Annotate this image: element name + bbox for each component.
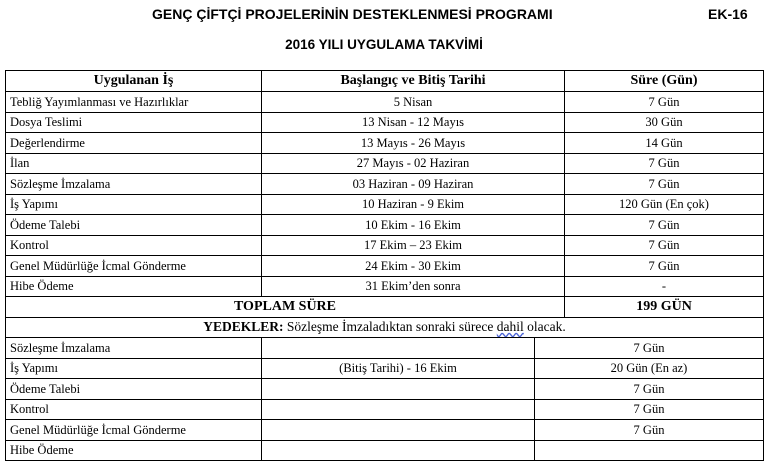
total-label: TOPLAM SÜRE <box>6 297 565 318</box>
task-cell: Ödeme Talebi <box>6 215 262 236</box>
reserves-label: YEDEKLER: <box>203 319 284 335</box>
table-row <box>6 194 764 215</box>
dates-cell: (Bitiş Tarihi) - 16 Ekim <box>262 358 535 379</box>
task-cell: İş Yapımı <box>6 194 262 215</box>
table-header-row <box>6 71 764 92</box>
dates-cell <box>262 379 535 400</box>
schedule-table <box>5 70 764 461</box>
dates-cell <box>262 399 535 420</box>
task-cell: Hibe Ödeme <box>6 276 262 297</box>
task-cell: Ödeme Talebi <box>6 379 262 400</box>
task-cell: Genel Müdürlüğe İcmal Gönderme <box>6 256 262 277</box>
table-row <box>6 133 764 154</box>
duration-cell: 7 Gün <box>565 92 764 113</box>
dates-cell: 31 Ekim’den sonra <box>262 276 565 297</box>
duration-cell: 7 Gün <box>535 399 764 420</box>
duration-cell: - <box>565 276 764 297</box>
dates-cell <box>262 420 535 441</box>
dates-cell: 24 Ekim - 30 Ekim <box>262 256 565 277</box>
duration-cell <box>535 440 764 461</box>
dates-cell: 13 Mayıs - 26 Mayıs <box>262 133 565 154</box>
task-cell: Sözleşme İmzalama <box>6 338 262 359</box>
dates-cell: 10 Ekim - 16 Ekim <box>262 215 565 236</box>
document-subtitle: 2016 YILI UYGULAMA TAKVİMİ <box>285 37 483 52</box>
reserve-row <box>6 379 764 400</box>
duration-cell: 7 Gün <box>565 174 764 195</box>
reserves-row <box>6 317 764 338</box>
reserve-row <box>6 358 764 379</box>
dates-cell: 03 Haziran - 09 Haziran <box>262 174 565 195</box>
table-row <box>6 174 764 195</box>
dates-cell: 5 Nisan <box>262 92 565 113</box>
duration-cell: 20 Gün (En az) <box>535 358 764 379</box>
task-cell: Kontrol <box>6 399 262 420</box>
table-row <box>6 153 764 174</box>
table-row <box>6 215 764 236</box>
task-cell: Genel Müdürlüğe İcmal Gönderme <box>6 420 262 441</box>
reserve-row <box>6 399 764 420</box>
total-row <box>6 297 764 318</box>
annex-code: EK-16 <box>708 6 748 22</box>
dates-cell: 13 Nisan - 12 Mayıs <box>262 112 565 133</box>
dates-cell <box>262 338 535 359</box>
dates-cell: 17 Ekim – 23 Ekim <box>262 235 565 256</box>
reserve-row <box>6 338 764 359</box>
duration-cell: 7 Gün <box>565 215 764 236</box>
reserves-text-before: Sözleşme İmzaladıktan sonraki sürece <box>286 319 494 335</box>
table-row <box>6 276 764 297</box>
table-row <box>6 235 764 256</box>
column-header-task: Uygulanan İş <box>6 71 262 92</box>
column-header-duration: Süre (Gün) <box>565 71 764 92</box>
reserve-row <box>6 440 764 461</box>
task-cell: Kontrol <box>6 235 262 256</box>
duration-cell: 7 Gün <box>535 379 764 400</box>
duration-cell: 14 Gün <box>565 133 764 154</box>
reserves-text-after: olacak. <box>527 319 566 335</box>
table-row <box>6 112 764 133</box>
table-row <box>6 256 764 277</box>
dates-cell: 27 Mayıs - 02 Haziran <box>262 153 565 174</box>
document-title: GENÇ ÇİFTÇİ PROJELERİNİN DESTEKLENMESİ PROGRAMI <box>152 6 553 22</box>
task-cell: Hibe Ödeme <box>6 440 262 461</box>
duration-cell: 7 Gün <box>535 420 764 441</box>
task-cell: Dosya Teslimi <box>6 112 262 133</box>
table-row <box>6 92 764 113</box>
task-cell: İş Yapımı <box>6 358 262 379</box>
task-cell: Sözleşme İmzalama <box>6 174 262 195</box>
duration-cell: 30 Gün <box>565 112 764 133</box>
task-cell: İlan <box>6 153 262 174</box>
duration-cell: 7 Gün <box>565 153 764 174</box>
total-value: 199 GÜN <box>565 297 764 318</box>
dates-cell <box>262 440 535 461</box>
reserves-note <box>6 317 764 338</box>
task-cell: Tebliğ Yayımlanması ve Hazırlıklar <box>6 92 262 113</box>
duration-cell: 7 Gün <box>565 235 764 256</box>
reserves-text-underlined: dahil <box>496 319 524 335</box>
dates-cell: 10 Haziran - 9 Ekim <box>262 194 565 215</box>
reserve-row <box>6 420 764 441</box>
column-header-dates: Başlangıç ve Bitiş Tarihi <box>262 71 565 92</box>
duration-cell: 7 Gün <box>535 338 764 359</box>
task-cell: Değerlendirme <box>6 133 262 154</box>
duration-cell: 120 Gün (En çok) <box>565 194 764 215</box>
duration-cell: 7 Gün <box>565 256 764 277</box>
